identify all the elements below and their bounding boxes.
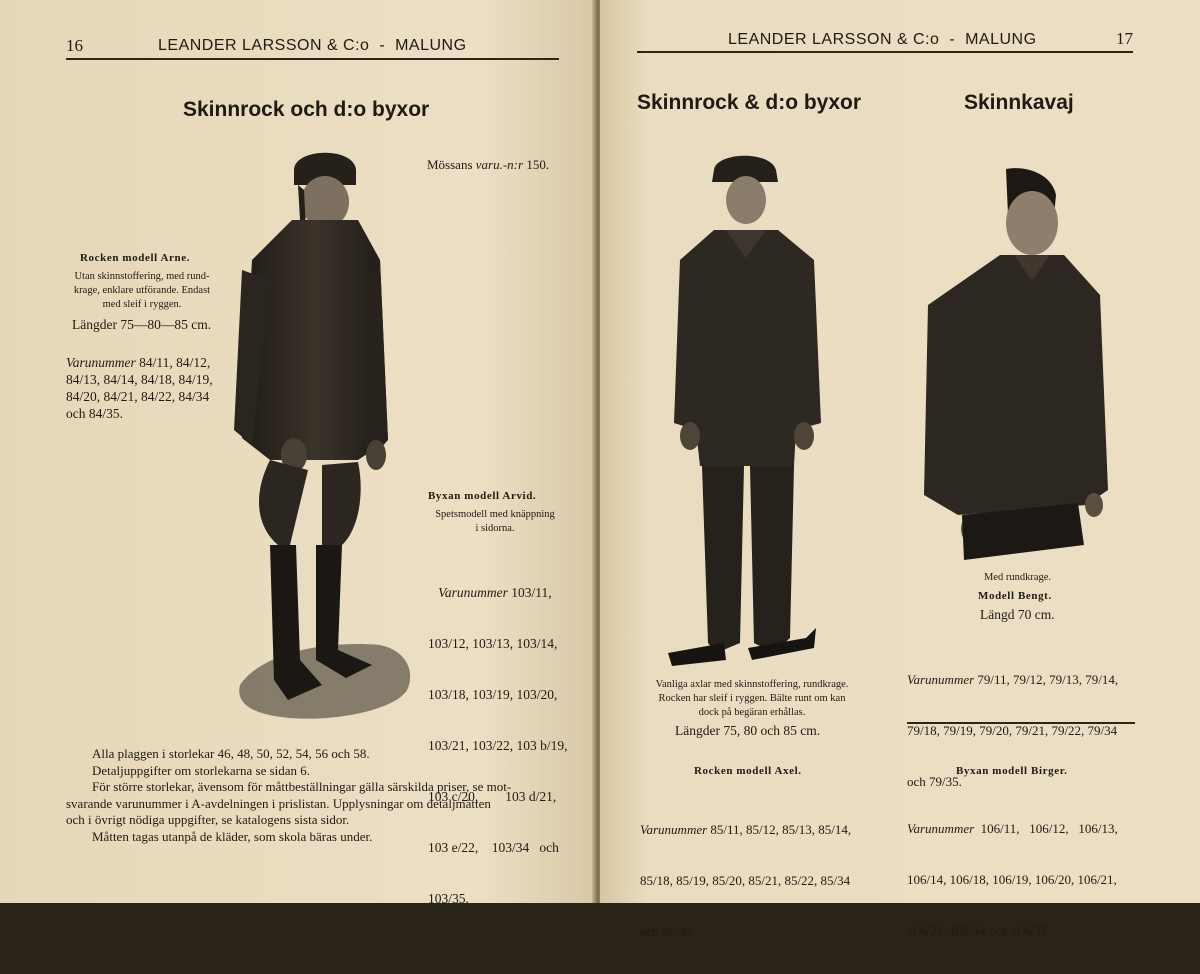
title-skinnkavaj: Skinnkavaj — [964, 91, 1074, 114]
cap-note: Mössans varu.-n:r 150. — [427, 157, 550, 172]
bengt-lengths: Längd 70 cm. — [980, 607, 1055, 622]
coat-lengths: Längder 75—80—85 cm. — [72, 317, 212, 332]
running-header: LEANDER LARSSON & C:o - MALUNG — [728, 31, 1037, 48]
photo-axel — [666, 148, 826, 673]
trousers-heading: Byxan modell Arvid. — [428, 490, 537, 502]
coat-heading: Rocken modell Arne. — [80, 252, 191, 264]
bengt-note: Med rundkrage. — [984, 572, 1052, 583]
coat-varunummer: Varunummer 84/11, 84/12, 84/13, 84/14, 84/18, 84/19, 84/20, 84/21, 84/22, 84/34 och 84/35. — [66, 355, 213, 421]
header-rule — [637, 51, 1133, 53]
left-page — [0, 0, 596, 906]
header-rule — [66, 58, 559, 60]
title-skinnrock: Skinnrock & d:o byxor — [637, 91, 862, 114]
birger-heading: Byxan modell Birger. — [956, 765, 1068, 777]
axel-description: Vanliga axlar med skinnstoffering, rundkrage. Rocken har sleif i ryggen. Bälte runt om kan dock på begäran erhållas. — [655, 679, 849, 718]
bengt-heading: Modell Bengt. — [978, 590, 1052, 602]
axel-heading: Rocken modell Axel. — [694, 765, 802, 777]
coat-description: Utan skinnstoffering, med rund- krage, enklare utförande. Endast med sleif i ryggen. — [73, 271, 211, 310]
trousers-varunummer: Varunummer 103/11, 103/12, 103/13, 103/14, 103/18, 103/19, 103/20, 103/21, 103/22, 103 b/19, 103 c/20, 103 d/21, 103 e/22, 103/34 och 103/35. — [428, 585, 568, 906]
right-page — [600, 0, 1200, 939]
birger-varunummer: Varunummer 106/11, 106/12, 106/13, 106/14, 106/18, 106/19, 106/20, 106/21, 106/22, 106/34 och 106/35. — [907, 821, 1118, 938]
page-number: 16 — [66, 36, 83, 55]
axel-varunummer: Varunummer 85/11, 85/12, 85/13, 85/14, 85/18, 85/19, 85/20, 85/21, 85/22, 85/34 och 85/35. — [640, 822, 852, 939]
page-title: Skinnrock och d:o byxor — [183, 98, 430, 121]
trousers-description: Spetsmodell med knäppning i sidorna. — [435, 509, 555, 534]
photo-arne-arvid — [230, 140, 420, 725]
bengt-varunummer: Varunummer 79/11, 79/12, 79/13, 79/14, 79/18, 79/19, 79/20, 79/21, 79/22, 79/34 och 79/35. — [907, 672, 1119, 789]
running-header: LEANDER LARSSON & C:o - MALUNG — [158, 37, 467, 54]
footer-notes: Alla plaggen i storlekar 46, 48, 50, 52, 54, 56 och 58. Detaljuppgifter om storlekarna se sidan 6. För större storlekar, ävensom för måttbeställningar gälla särskilda priser, se mot- svarande varunummer i A-avdelningen i prislistan. Upplysningar om detaljmåtten och i övrigt nödiga uppgifter, se katalogens sista sidor. Måtten tagas utanpå de kläder, som skola bäras under. — [66, 746, 512, 844]
axel-lengths: Längder 75, 80 och 85 cm. — [675, 723, 821, 738]
page-number: 17 — [1116, 29, 1133, 48]
photo-bengt — [918, 165, 1110, 565]
section-rule — [907, 722, 1135, 724]
